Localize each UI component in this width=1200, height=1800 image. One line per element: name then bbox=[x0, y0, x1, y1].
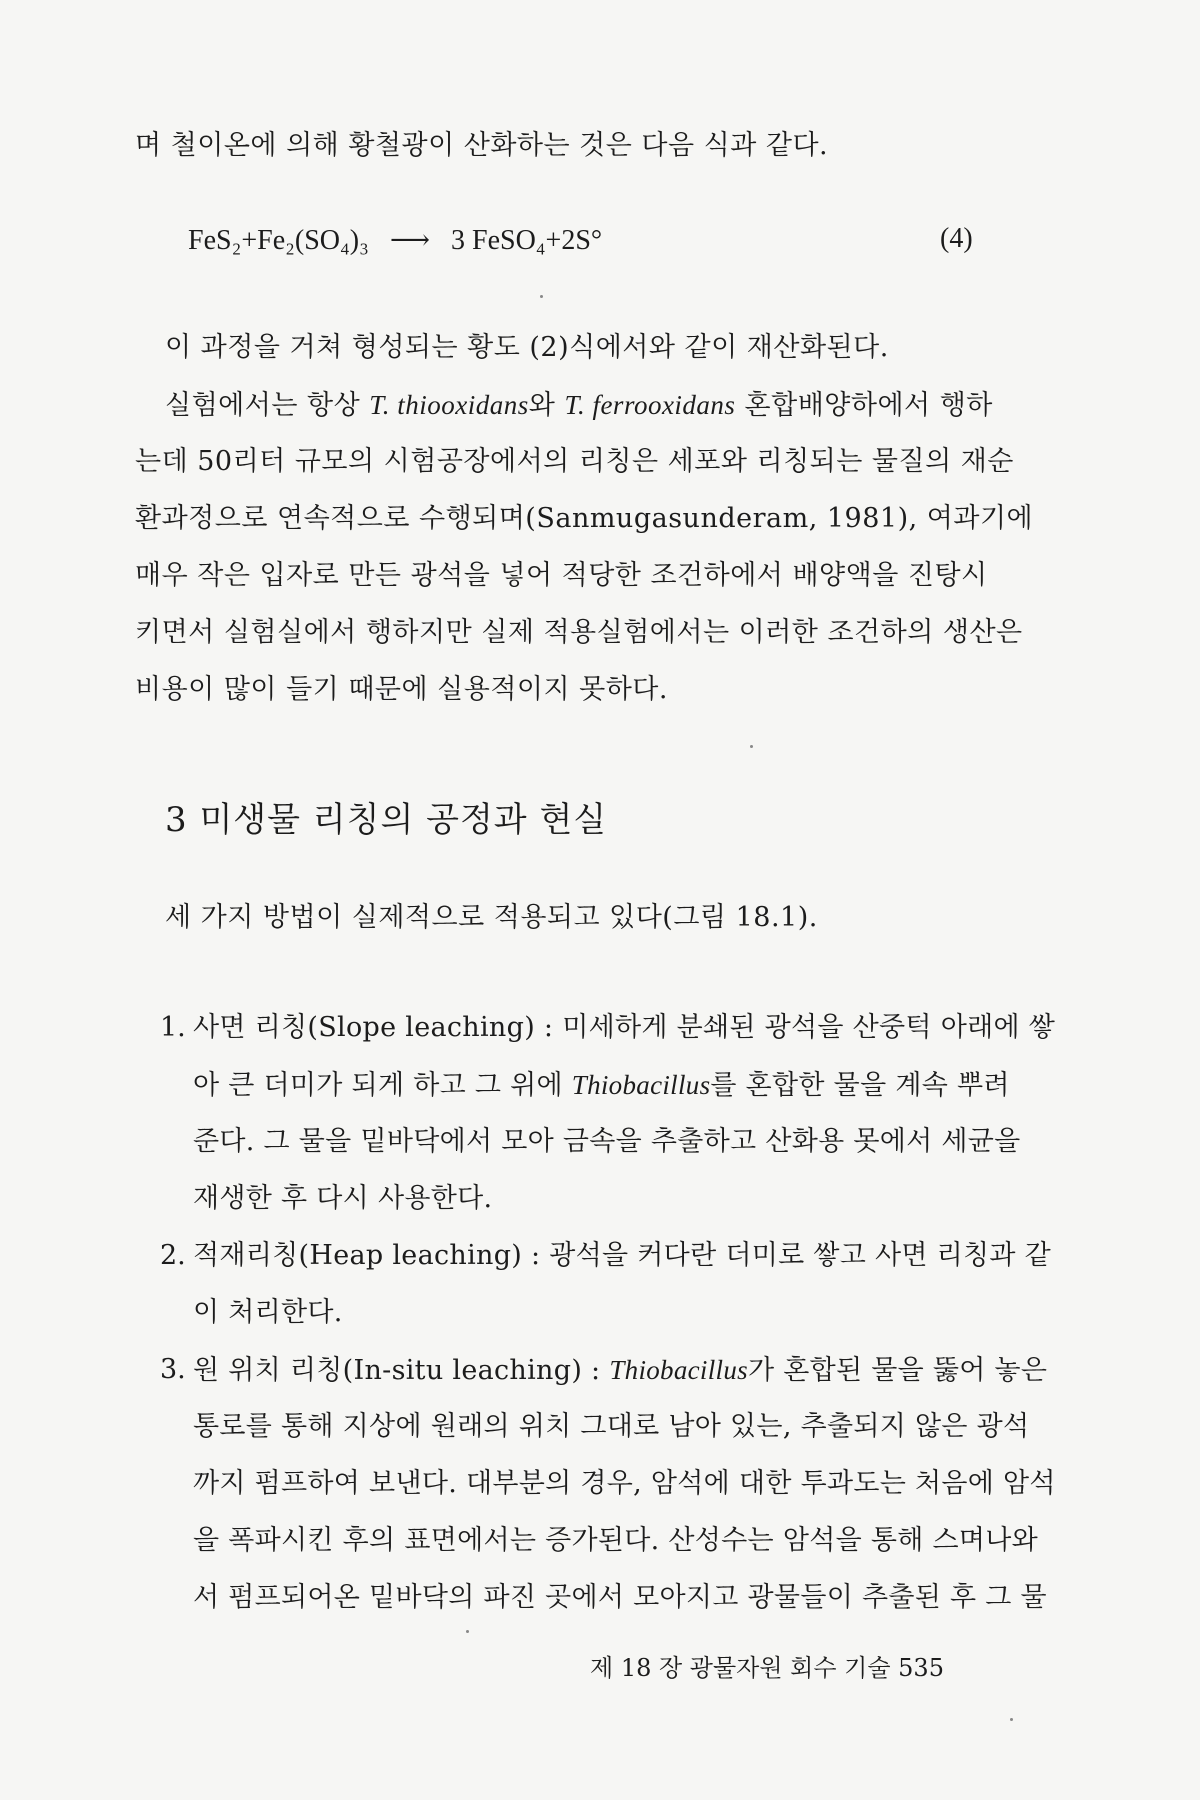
paragraph-line: 는데 50리터 규모의 시험공장에서의 리칭은 세포와 리칭되는 물질의 재순 bbox=[135, 446, 1014, 477]
text-span: 를 혼합한 물을 계속 뿌려 bbox=[710, 1070, 1010, 1101]
paragraph-line: 비용이 많이 들기 때문에 실용적이지 못하다. bbox=[135, 674, 668, 705]
text-span: 와 bbox=[528, 390, 565, 421]
list-item-line bbox=[193, 1352, 1047, 1389]
list-item-line: 을 폭파시킨 후의 표면에서는 증가된다. 산성수는 암석을 통해 스며나와 bbox=[193, 1525, 1039, 1556]
intro-line: 며 철이온에 의해 황철광이 산화하는 것은 다음 식과 같다. bbox=[135, 130, 829, 161]
scan-speck bbox=[750, 745, 753, 748]
equation-number: (4) bbox=[940, 223, 973, 254]
list-item-line: 서 펌프되어온 밑바닥의 파진 곳에서 모아지고 광물들이 추출된 후 그 물 bbox=[193, 1582, 1047, 1613]
chemical-equation bbox=[188, 223, 602, 257]
paragraph-line: 키면서 실험실에서 행하지만 실제 적용실험에서는 이러한 조건하의 생산은 bbox=[135, 617, 1023, 648]
text-span: 가 혼합된 물을 뚫어 놓은 bbox=[747, 1355, 1048, 1386]
page-footer: 제 18 장 광물자원 회수 기술 535 bbox=[590, 1654, 944, 1682]
equation-lhs: FeS₂+Fe₂(SO₄)₃ bbox=[188, 225, 369, 256]
list-number: 2. bbox=[160, 1240, 186, 1271]
list-item-line: 적재리칭(Heap leaching) : 광석을 커다란 더미로 쌓고 사면 리칭과 같 bbox=[193, 1240, 1052, 1271]
scan-speck bbox=[466, 1630, 469, 1633]
text-span: 실험에서는 항상 bbox=[165, 390, 370, 421]
list-item-line: 통로를 통해 지상에 원래의 위치 그대로 남아 있는, 추출되지 않은 광석 bbox=[193, 1411, 1030, 1442]
text-span: 원 위치 리칭(In-situ leaching) : bbox=[193, 1355, 610, 1386]
species-name: T. ferrooxidans bbox=[564, 390, 736, 420]
list-item-line: 사면 리칭(Slope leaching) : 미세하게 분쇄된 광석을 산중턱 아래에 쌓 bbox=[193, 1012, 1056, 1043]
list-item-line: 이 처리한다. bbox=[193, 1297, 343, 1328]
text-span: 아 큰 더미가 되게 하고 그 위에 bbox=[193, 1070, 572, 1101]
section-intro: 세 가지 방법이 실제적으로 적용되고 있다(그림 18.1). bbox=[165, 902, 818, 933]
text-span: 혼합배양하에서 행하 bbox=[735, 390, 993, 421]
list-item-line: 준다. 그 물을 밑바닥에서 모아 금속을 추출하고 산화용 못에서 세균을 bbox=[193, 1126, 1021, 1157]
list-item-line: 까지 펌프하여 보낸다. 대부분의 경우, 암석에 대한 투과도는 처음에 암석 bbox=[193, 1468, 1056, 1499]
list-number: 3. bbox=[160, 1354, 186, 1385]
scan-speck bbox=[540, 295, 543, 298]
paragraph-line: 이 과정을 거쳐 형성되는 황도 (2)식에서와 같이 재산화된다. bbox=[165, 332, 889, 363]
equation-arrow: ⟶ bbox=[389, 225, 430, 256]
paragraph-line: 환과정으로 연속적으로 수행되며(Sanmugasunderam, 1981), 여과기에 bbox=[135, 503, 1034, 534]
list-item-line bbox=[193, 1067, 1010, 1104]
list-number: 1. bbox=[160, 1012, 186, 1043]
list-item-line: 재생한 후 다시 사용한다. bbox=[193, 1183, 493, 1214]
scan-speck bbox=[1010, 1718, 1013, 1721]
species-name: Thiobacillus bbox=[571, 1070, 711, 1100]
section-heading: 3 미생물 리칭의 공정과 현실 bbox=[165, 800, 608, 840]
paragraph-line: 매우 작은 입자로 만든 광석을 넣어 적당한 조건하에서 배양액을 진탕시 bbox=[135, 560, 988, 591]
species-name: Thiobacillus bbox=[609, 1355, 748, 1385]
species-name: T. thiooxidans bbox=[369, 390, 529, 420]
paragraph-line bbox=[165, 387, 993, 424]
equation-rhs: 3 FeSO₄+2S° bbox=[451, 225, 603, 256]
